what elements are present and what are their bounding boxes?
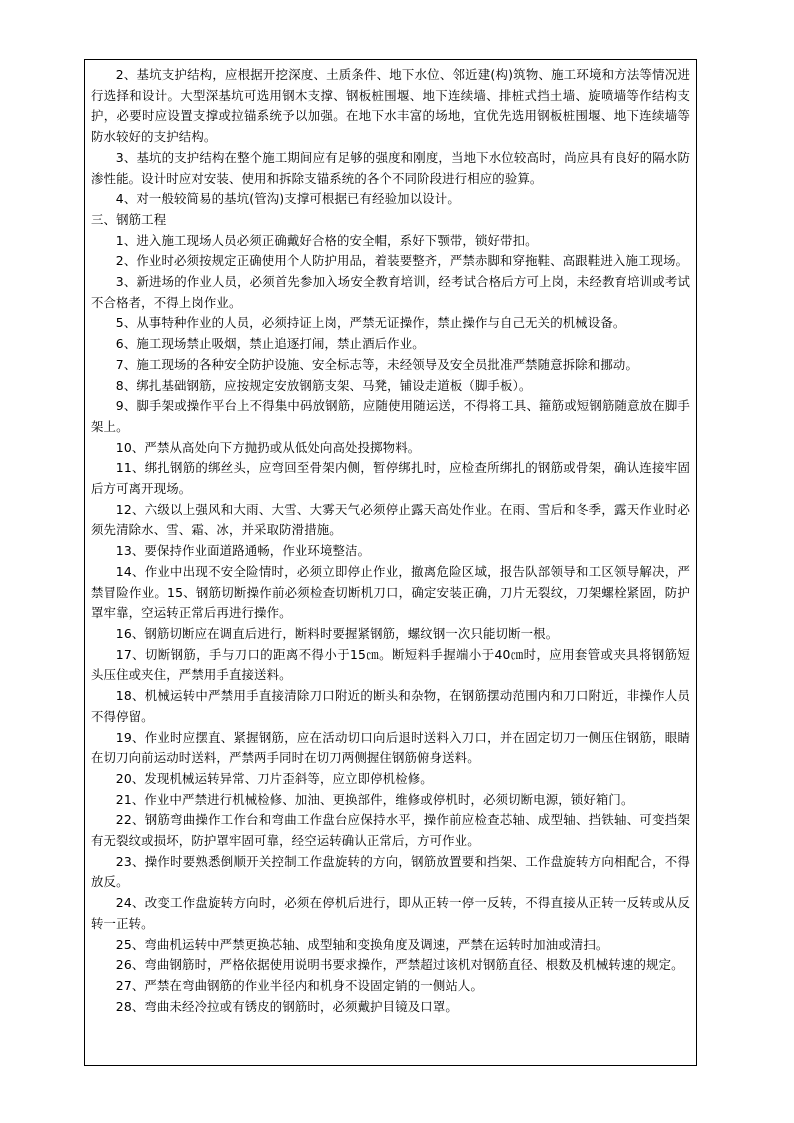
paragraph: 4、对一般较简易的基坑(管沟)支撑可根据已有经验加以设计。 — [115, 191, 460, 207]
paragraph: 24、改变工作盘旋转方向时，必须在停机后进行，即从正转一停一反转，不得直接从正转一反转或从反转一正转。 — [91, 895, 690, 931]
paragraph: 13、要保持作业面道路通畅，作业环境整洁。 — [115, 543, 371, 559]
document-table-cell — [84, 59, 697, 1066]
paragraph: 17、切断钢筋，手与刀口的距离不得小于15㎝。断短料手握端小于40㎝时，应用套管或夹具将钢筋短头压住或夹住，严禁用手直接送料。 — [91, 646, 690, 683]
paragraph: 3、新进场的作业人员，必须首先参加入场安全教育培训，经考试合格后方可上岗，未经教育培训或考试不合格者，不得上岗作业。 — [91, 274, 690, 310]
section-heading: 三、钢筋工程 — [91, 211, 167, 227]
paragraph: 14、作业中出现不安全险情时，必须立即停止作业，撤离危险区域，报告队部领导和工区领导解决，严禁冒险作业。15、钢筋切断操作前必须检查切断机刀口，确定安装正确，刀片无裂纹，刀架螺栓紧固，防护罩牢靠，空运转正常后再进行操作。 — [91, 563, 690, 621]
paragraph: 3、基坑的支护结构在整个施工期间应有足够的强度和刚度，当地下水位较高时，尚应具有良好的隔水防渗性能。设计时应对安装、使用和拆除支锚系统的各个不同阶段进行相应的验算。 — [91, 149, 690, 186]
paragraph: 20、发现机械运转异常、刀片歪斜等，应立即停机检修。 — [115, 770, 433, 786]
paragraph: 26、弯曲钢筋时，严格依据使用说明书要求操作，严禁超过该机对钢筋直径、根数及机械转速的规定。 — [115, 957, 684, 973]
paragraph: 5、从事特种作业的人员，必须持证上岗，严禁无证操作，禁止操作与自己无关的机械设备。 — [115, 315, 626, 331]
paragraph: 10、严禁从高处向下方抛扔或从低处向高处投掷物料。 — [115, 439, 421, 455]
paragraph: 25、弯曲机运转中严禁更换芯轴、成型轴和变换角度及调速，严禁在运转时加油或清扫。 — [115, 936, 609, 952]
paragraph: 8、绑扎基础钢筋，应按规定安放钢筋支架、马凳，铺设走道板（脚手板）。 — [115, 377, 532, 393]
paragraph: 2、作业时必须按规定正确使用个人防护用品，着装要整齐，严禁赤脚和穿拖鞋、高跟鞋进入施工现场。 — [115, 253, 689, 269]
document-body — [91, 65, 690, 1017]
paragraph: 12、六级以上强风和大雨、大雪、大雾天气必须停止露天高处作业。在雨、雪后和冬季，露天作业时必须先清除水、雪、霜、冰，并采取防滑措施。 — [91, 501, 690, 538]
paragraph: 7、施工现场的各种安全防护设施、安全标志等，未经领导及安全员批准严禁随意拆除和挪动。 — [115, 356, 638, 372]
paragraph: 2、基坑支护结构，应根据开挖深度、土质条件、地下水位、邻近建(构)筑物、施工环境和方法等情况进行选择和设计。大型深基坑可选用钢木支撑、钢板桩围堰、地下连续墙、排桩式挡土墙、旋喷墙等作结构支护，必要时应设置支撑或拉锚系统予以加强。在地下水丰富的场地，宜优先选用钢板桩围堰、地下连续墙等防水较好的支护结构。 — [91, 67, 690, 145]
paragraph: 23、操作时要熟悉倒顺开关控制工作盘旋转的方向，钢筋放置要和挡架、工作盘旋转方向相配合，不得放反。 — [91, 853, 690, 890]
paragraph: 28、弯曲未经冷拉或有锈皮的钢筋时，必须戴护目镜及口罩。 — [115, 998, 458, 1014]
paragraph: 22、钢筋弯曲操作工作台和弯曲工作盘台应保持水平，操作前应检查芯轴、成型轴、挡铁轴、可变挡架有无裂纹或损坏，防护罩牢固可靠，经空运转确认正常后，方可作业。 — [91, 812, 690, 849]
paragraph: 11、绑扎钢筋的绑丝头，应弯回至骨架内侧，暂停绑扎时，应检查所绑扎的钢筋或骨架，确认连接牢固后方可离开现场。 — [91, 460, 690, 497]
paragraph: 18、机械运转中严禁用手直接清除刀口附近的断头和杂物，在钢筋摆动范围内和刀口附近，非操作人员不得停留。 — [91, 688, 690, 724]
paragraph: 19、作业时应摆直、紧握钢筋，应在活动切口向后退时送料入刀口，并在固定切刀一侧压住钢筋，眼睛在切刀向前运动时送料，严禁两手同时在切刀两侧握住钢筋俯身送料。 — [91, 729, 690, 766]
paragraph: 9、脚手架或操作平台上不得集中码放钢筋，应随使用随运送，不得将工具、箍筋或短钢筋随意放在脚手架上。 — [91, 398, 690, 434]
paragraph: 1、进入施工现场人员必须正确戴好合格的安全帽，系好下颚带，锁好带扣。 — [115, 232, 538, 248]
paragraph: 16、钢筋切断应在调直后进行，断料时要握紧钢筋，螺纹钢一次只能切断一根。 — [115, 625, 559, 641]
paragraph: 27、严禁在弯曲钢筋的作业半径内和机身不设固定销的一侧站人。 — [115, 977, 484, 993]
paragraph: 21、作业中严禁进行机械检修、加油、更换部件，维修或停机时，必须切断电源，锁好箱门。 — [115, 791, 634, 807]
paragraph: 6、施工现场禁止吸烟，禁止追逐打闹，禁止酒后作业。 — [115, 336, 425, 352]
